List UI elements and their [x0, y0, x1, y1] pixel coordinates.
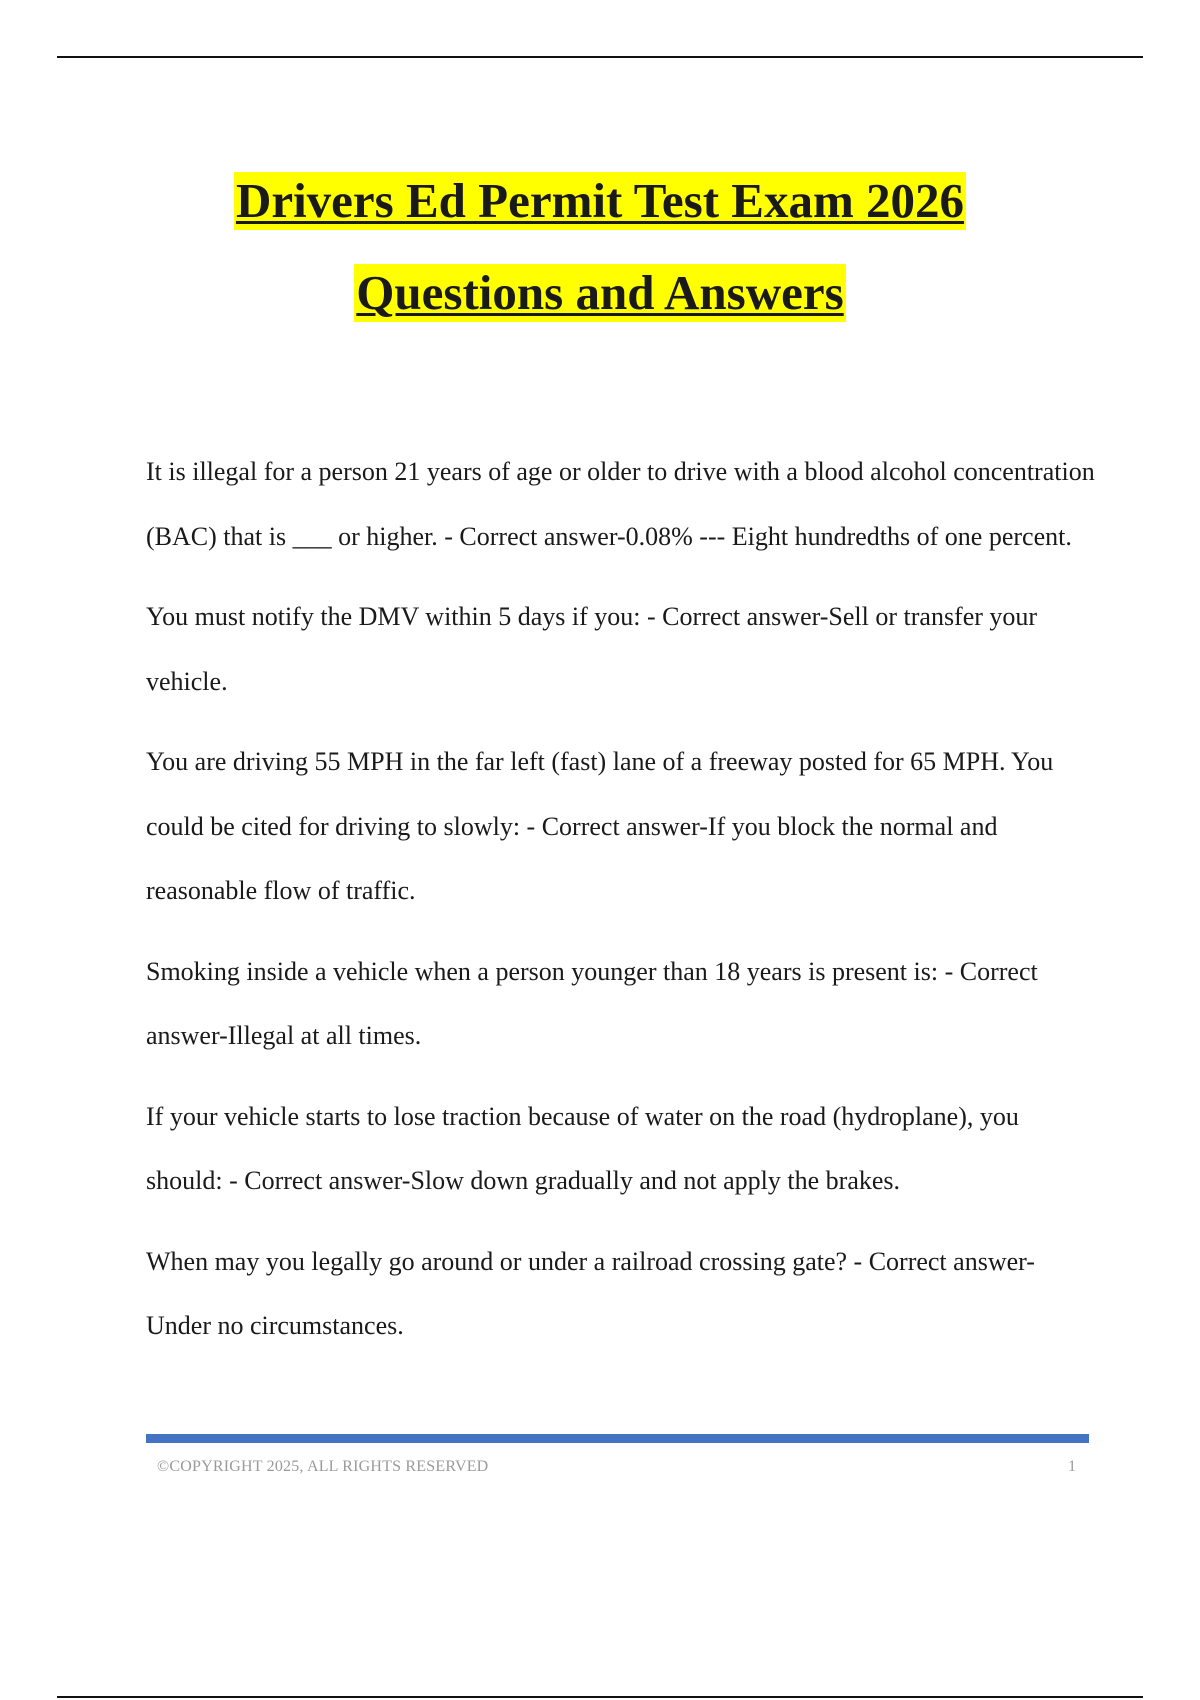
- qa-text: Smoking inside a vehicle when a person younger than 18 years is present is: - Correct answer-Illegal at all times.: [146, 956, 1038, 1050]
- qa-item: [146, 940, 1096, 1069]
- qa-text: If your vehicle starts to lose traction because of water on the road (hydroplane), you should: - Correct answer-Slow down gradually and not apply the brakes.: [146, 1101, 1019, 1195]
- qa-text: It is illegal for a person 21 years of age or older to drive with a blood alcohol concentration (BAC) that is ___ or higher. - Correct answer-0.08% --- Eight hundredths of one percent.: [146, 457, 1095, 551]
- bottom-rule: [57, 1696, 1143, 1698]
- title-line-1: Drivers Ed Permit Test Exam 2026: [235, 173, 965, 228]
- qa-item: [146, 1085, 1096, 1214]
- qa-text: When may you legally go around or under a railroad crossing gate? - Correct answer-Under no circumstances.: [146, 1246, 1035, 1340]
- qa-list: [146, 440, 1096, 1375]
- copyright-notice: ©COPYRIGHT 2025, ALL RIGHTS RESERVED: [157, 1458, 489, 1475]
- qa-text: You are driving 55 MPH in the far left (fast) lane of a freeway posted for 65 MPH. You could be cited for driving to slowly: - Correct answer-If you block the normal and reasonable flow of traffic.: [146, 747, 1054, 905]
- document-title: [0, 172, 1200, 356]
- top-rule: [57, 56, 1143, 58]
- page-number: 1: [1068, 1458, 1076, 1475]
- qa-item: [146, 730, 1096, 924]
- footer-divider-bar: [146, 1434, 1089, 1443]
- qa-item: [146, 585, 1096, 714]
- qa-item: [146, 440, 1096, 569]
- qa-item: [146, 1230, 1096, 1359]
- qa-text: You must notify the DMV within 5 days if you: - Correct answer-Sell or transfer your vehicle.: [146, 602, 1038, 696]
- title-line-2: Questions and Answers: [356, 265, 844, 320]
